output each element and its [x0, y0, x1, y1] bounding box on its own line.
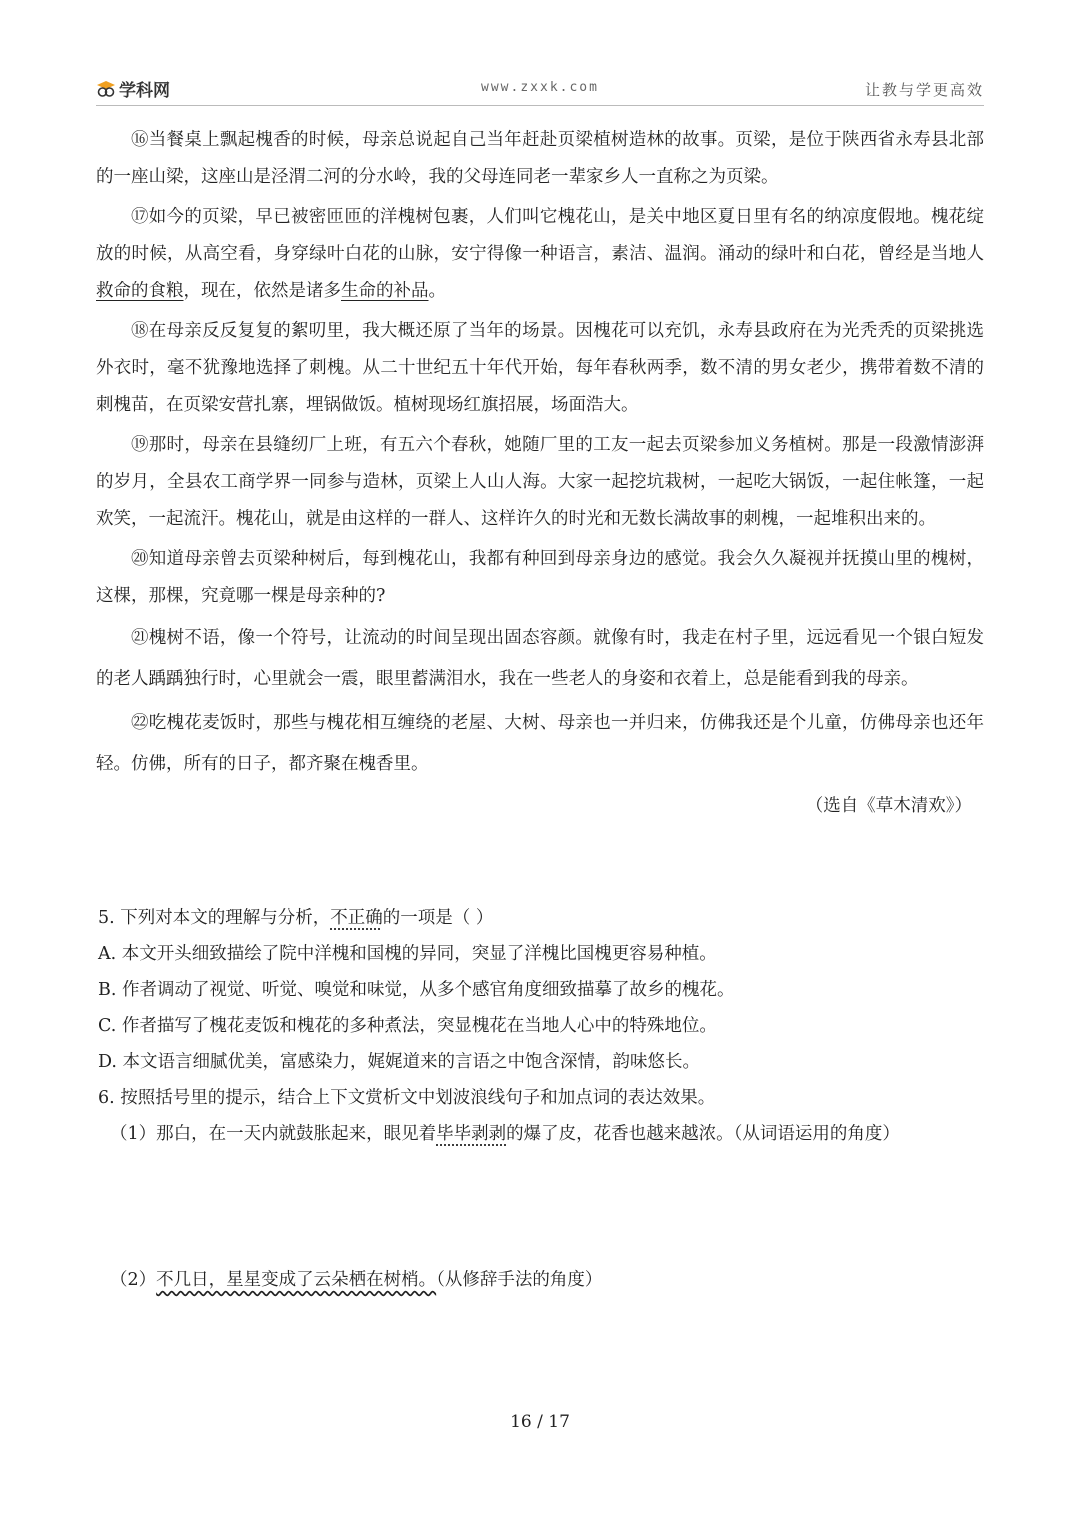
- page-header: [96, 74, 984, 106]
- underlined-phrase-lifesaving-food: 救命的食粮: [96, 281, 184, 301]
- site-url[interactable]: www.zxxk.com: [481, 80, 599, 95]
- paragraph-17-text-b: ，现在，依然是诸多: [183, 281, 341, 301]
- questions-section: [98, 900, 984, 1298]
- paragraph-21: ㉑槐树不语，像一个符号，让流动的时间呈现出固态容颜。就像有时，我走在村子里，远远看见一个银白短发的老人踽踽独行时，心里就会一震，眼里蓄满泪水，我在一些老人的身姿和衣着上，总是能看到我的母亲。: [96, 628, 984, 689]
- question-5-stem-text-a: 5. 下列对本文的理解与分析，: [98, 908, 331, 928]
- slogan: 让教与学更高效: [864, 81, 984, 99]
- dotted-word-bibibobo: 毕毕剥剥: [436, 1124, 507, 1144]
- paragraph-22: ㉒吃槐花麦饭时，那些与槐花相互缠绕的老屋、大树、母亲也一并归来，仿佛我还是个儿童，仿佛母亲也还年轻。仿佛，所有的日子，都齐聚在槐香里。: [96, 713, 984, 774]
- paragraph-17-text-a: ⑰如今的页梁，早已被密匝匝的洋槐树包裹，人们叫它槐花山，是关中地区夏日里有名的纳凉度假地。槐花绽放的时候，从高空看，身穿绿叶白花的山脉，安宁得像一种语言，素洁、温润。涌动的绿叶和白花，曾经是当地人: [96, 207, 984, 264]
- question-6-part-1: [98, 1116, 984, 1152]
- paragraph-16: ⑯当餐桌上飘起槐香的时候，母亲总说起自己当年赶赴页梁植树造林的故事。页梁，是位于陕西省永寿县北部的一座山梁，这座山是泾渭二河的分水岭，我的父母连同老一辈家乡人一直称之为页梁。: [96, 130, 984, 187]
- question-6-part-2-label: （2）: [110, 1270, 157, 1290]
- underlined-phrase-tonic: 生命的补品: [341, 281, 429, 301]
- question-5-option-c: C. 作者描写了槐花麦饭和槐花的多种煮法，突显槐花在当地人心中的特殊地位。: [98, 1016, 717, 1036]
- paragraph-20: ⑳知道母亲曾去页梁种树后，每到槐花山，我都有种回到母亲身边的感觉。我会久久凝视并抚摸山里的槐树，这棵，那棵，究竟哪一棵是母亲种的?: [96, 549, 984, 606]
- question-6-part-1-text-a: （1）那白，在一天内就鼓胀起来，眼见着: [110, 1124, 437, 1144]
- article-body: [96, 122, 984, 824]
- page-number: 16 / 17: [510, 1412, 570, 1432]
- question-5-option-d: D. 本文语言细腻优美，富感染力，娓娓道来的言语之中饱含深情，韵味悠长。: [98, 1052, 701, 1072]
- emphasized-word-incorrect: 不正确: [330, 908, 383, 928]
- question-5-stem-text-b: 的一项是（ ）: [382, 908, 494, 928]
- question-6-part-1-text-b: 的爆了皮，花香也越来越浓。（从词语运用的角度）: [506, 1124, 900, 1144]
- question-6-part-2-hint: （从修辞手法的角度）: [436, 1270, 603, 1290]
- answer-space-6-1[interactable]: [98, 1152, 984, 1262]
- source-citation: （选自《草木清欢》）: [805, 796, 972, 816]
- paragraph-17: [96, 199, 984, 310]
- question-5-stem: [98, 900, 984, 936]
- question-6-stem: 6. 按照括号里的提示，结合上下文赏析文中划波浪线句子和加点词的表达效果。: [98, 1088, 716, 1108]
- question-6-part-2: [98, 1262, 984, 1298]
- paragraph-19: ⑲那时，母亲在县缝纫厂上班，有五六个春秋，她随厂里的工友一起去页梁参加义务植树。那是一段激情澎湃的岁月，全县农工商学界一同参与造林，页梁上人山人海。大家一起挖坑栽树，一起吃大锅饭，一起住帐篷，一起欢笑，一起流汗。槐花山，就是由这样的一群人、这样许久的时光和无数长满故事的刺槐，一起堆积出来的。: [96, 435, 984, 529]
- paragraph-18: ⑱在母亲反反复复的絮叨里，我大概还原了当年的场景。因槐花可以充饥，永寿县政府在为光秃秃的页梁挑选外衣时，毫不犹豫地选择了刺槐。从二十世纪五十年代开始，每年春秋两季，数不清的男女老少，携带着数不清的刺槐苗，在页梁安营扎寨，埋锅做饭。植树现场红旗招展，场面浩大。: [96, 321, 984, 415]
- paragraph-17-text-c: 。: [428, 281, 446, 301]
- question-5-option-b: B. 作者调动了视觉、听觉、嗅觉和味觉，从多个感官角度细致描摹了故乡的槐花。: [98, 980, 735, 1000]
- header-divider: [96, 105, 984, 106]
- question-5-option-a: A. 本文开头细致描绘了院中洋槐和国槐的异同，突显了洋槐比国槐更容易种植。: [98, 944, 717, 964]
- wavy-underlined-sentence: 不几日，星星变成了云朵栖在树梢。: [156, 1270, 437, 1290]
- logo-text: 学科网: [119, 81, 170, 101]
